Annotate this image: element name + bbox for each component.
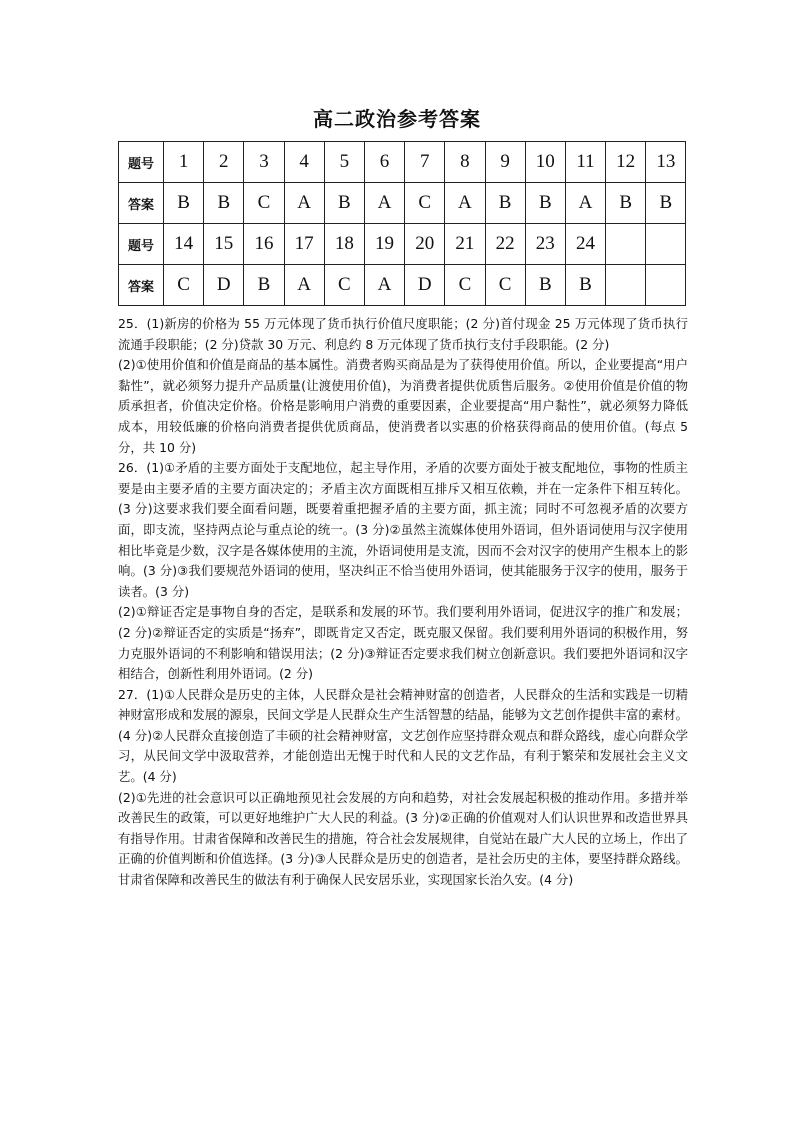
- table-cell: B: [525, 183, 565, 224]
- answer-paragraph: (2)①先进的社会意识可以正确地预见社会发展的方向和趋势，对社会发展起积极的推动作用。多措并举改善民生的政策，可以更好地维护广大人民的利益。(3 分)②正确的价值观对人们认识世界和改造世界具有指导作用。甘肃省保障和改善民生的措施，符合社会发展规律，自觉站在最广大人民的立场上，作出了正确的价值判断和价值选择。(3 分)③人民群众是历史的创造者，是社会历史的主体，要坚持群众路线。甘肃省保障和改善民生的做法有利于确保人民安居乐业，实现国家长治久安。(4 分): [118, 789, 688, 888]
- table-cell: 23: [525, 224, 565, 265]
- table-row: [119, 183, 686, 224]
- table-cell: 3: [244, 142, 284, 183]
- row-label: 题号: [119, 224, 164, 265]
- table-cell: B: [565, 265, 605, 306]
- table-cell: C: [405, 183, 445, 224]
- table-cell: B: [525, 265, 565, 306]
- table-cell: C: [244, 183, 284, 224]
- table-cell: C: [485, 265, 525, 306]
- table-row: [119, 142, 686, 183]
- table-cell: [646, 265, 686, 306]
- table-cell: A: [445, 183, 485, 224]
- table-cell: 15: [204, 224, 244, 265]
- answer-paragraph: 27．(1)①人民群众是历史的主体，人民群众是社会精神财富的创造者，人民群众的生活和实践是一切精神财富形成和发展的源泉，民间文学是人民群众生产生活智慧的结晶，能够为文艺创作提供丰富的素材。(4 分)②人民群众直接创造了丰硕的社会精神财富，文艺创作应坚持群众观点和群众路线，虚心向群众学习，从民间文学中汲取营养，才能创造出无愧于时代和人民的文艺作品，有利于繁荣和发展社会主义文艺。(4 分): [118, 686, 688, 785]
- table-cell: A: [284, 265, 324, 306]
- table-cell: C: [324, 265, 364, 306]
- row-label: 答案: [119, 183, 164, 224]
- table-cell: [606, 224, 646, 265]
- table-cell: A: [284, 183, 324, 224]
- table-cell: 13: [646, 142, 686, 183]
- table-cell: 5: [324, 142, 364, 183]
- row-label: 答案: [119, 265, 164, 306]
- table-cell: 11: [565, 142, 605, 183]
- table-cell: 24: [565, 224, 605, 265]
- table-cell: 16: [244, 224, 284, 265]
- table-cell: 20: [405, 224, 445, 265]
- table-cell: A: [364, 265, 404, 306]
- answer-table: [118, 141, 686, 306]
- table-cell: 22: [485, 224, 525, 265]
- table-cell: 21: [445, 224, 485, 265]
- table-cell: 18: [324, 224, 364, 265]
- table-cell: 17: [284, 224, 324, 265]
- table-cell: C: [164, 265, 204, 306]
- answer-paragraph: (2)①使用价值和价值是商品的基本属性。消费者购买商品是为了获得使用价值。所以，企业要提高“用户黏性”，就必须努力提升产品质量(让渡使用价值)，为消费者提供优质售后服务。②使用价值是价值的物质承担者，价值决定价格。价格是影响用户消费的重要因素，企业要提高“用户黏性”，就必须努力降低成本，用较低廉的价格向消费者提供优质商品，使消费者以实惠的价格获得商品的使用价值。(每点 5 分，共 10 分): [118, 357, 688, 455]
- page-title: 高二政治参考答案: [313, 107, 481, 131]
- table-cell: 2: [204, 142, 244, 183]
- table-cell: C: [445, 265, 485, 306]
- table-cell: B: [646, 183, 686, 224]
- table-cell: B: [324, 183, 364, 224]
- table-cell: 12: [606, 142, 646, 183]
- table-cell: 14: [164, 224, 204, 265]
- table-cell: A: [565, 183, 605, 224]
- table-cell: 19: [364, 224, 404, 265]
- table-cell: D: [405, 265, 445, 306]
- table-cell: 1: [164, 142, 204, 183]
- table-cell: B: [485, 183, 525, 224]
- table-cell: [606, 265, 646, 306]
- table-cell: B: [606, 183, 646, 224]
- table-cell: 8: [445, 142, 485, 183]
- table-cell: B: [244, 265, 284, 306]
- table-cell: [646, 224, 686, 265]
- table-cell: 7: [405, 142, 445, 183]
- table-cell: B: [164, 183, 204, 224]
- table-cell: 9: [485, 142, 525, 183]
- answer-body: [118, 314, 688, 891]
- table-cell: D: [204, 265, 244, 306]
- table-cell: B: [204, 183, 244, 224]
- row-label: 题号: [119, 142, 164, 183]
- table-cell: A: [364, 183, 404, 224]
- table-cell: 4: [284, 142, 324, 183]
- table-cell: 6: [364, 142, 404, 183]
- answer-paragraph: 26．(1)①矛盾的主要方面处于支配地位，起主导作用，矛盾的次要方面处于被支配地位，事物的性质主要是由主要矛盾的主要方面决定的；矛盾主次方面既相互排斥又相互依赖，并在一定条件下相互转化。(3 分)这要求我们要全面看问题，既要着重把握矛盾的主要方面，抓主流；同时不可忽视矛盾的次要方面，即支流，坚持两点论与重点论的统一。(3 分)②虽然主流媒体使用外语词，但外语词使用与汉字使用相比毕竟是少数，汉字是各媒体使用的主流，外语词使用是支流，因而不会对汉字的使用产生根本上的影响。(3 分)③我们要规范外语词的使用，坚决纠正不恰当使用外语词，使其能服务于汉字的使用，服务于读者。(3 分): [118, 460, 688, 599]
- answer-paragraph: 25．(1)新房的价格为 55 万元体现了货币执行价值尺度职能；(2 分)首付现金 25 万元体现了货币执行流通手段职能；(2 分)贷款 30 万元、利息约 8 万元体现了货币执行支付手段职能。(2 分): [118, 316, 688, 352]
- table-cell: 10: [525, 142, 565, 183]
- table-row: [119, 224, 686, 265]
- table-row: [119, 265, 686, 306]
- answer-paragraph: (2)①辩证否定是事物自身的否定，是联系和发展的环节。我们要利用外语词，促进汉字的推广和发展；(2 分)②辩证否定的实质是“扬弃”，即既肯定又否定，既克服又保留。我们要利用外语词的积极作用，努力克服外语词的不利影响和错误用法；(2 分)③辩证否定要求我们树立创新意识。我们要把外语词和汉字相结合，创新性利用外语词。(2 分): [118, 604, 688, 682]
